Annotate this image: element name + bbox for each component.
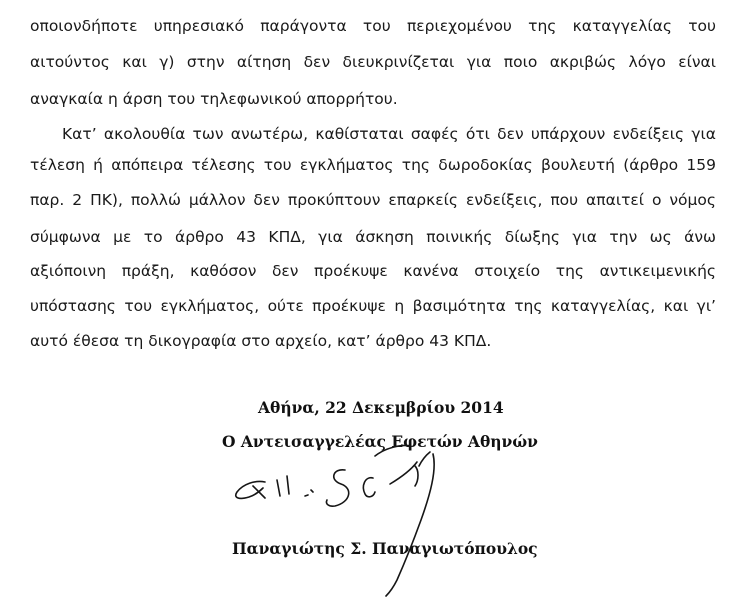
signatory-name: Παναγιώτης Σ. Παναγιωτόπουλος	[232, 539, 538, 558]
place-date: Αθήνα, 22 Δεκεμβρίου 2014	[258, 398, 504, 417]
paragraph-line: τέλεση ή απόπειρα τέλεσης του εγκλήματος της δωροδοκίας βουλευτή (άρθρο 159	[30, 156, 716, 174]
paragraph-line: αξιόποινη πράξη, καθόσον δεν προέκυψε κανένα στοιχείο της αντικειμενικής	[30, 262, 716, 280]
paragraph-line: παρ. 2 ΠΚ), πολλώ μάλλον δεν προκύπτουν επαρκείς ενδείξεις, που απαιτεί ο νόμος	[30, 191, 716, 209]
handwritten-signature	[225, 440, 525, 600]
signatory-title: Ο Αντεισαγγελέας Εφετών Αθηνών	[222, 432, 538, 451]
paragraph-line: Κατ’ ακολουθία των ανωτέρω, καθίσταται σαφές ότι δεν υπάρχουν ενδείξεις για	[62, 125, 716, 143]
paragraph-line: αυτό έθεσα τη δικογραφία στο αρχείο, κατ’ άρθρο 43 ΚΠΔ.	[30, 332, 492, 350]
paragraph-line: οποιονδήποτε υπηρεσιακό παράγοντα του περιεχομένου της καταγγελίας του	[30, 17, 716, 35]
paragraph-line: υπόστασης του εγκλήματος, ούτε προέκυψε η βασιμότητα της καταγγελίας, και γι’	[30, 297, 716, 315]
paragraph-line: σύμφωνα με το άρθρο 43 ΚΠΔ, για άσκηση ποινικής δίωξης για την ως άνω	[30, 228, 716, 246]
paragraph-line: αναγκαία η άρση του τηλεφωνικού απορρήτου.	[30, 90, 398, 108]
paragraph-line: αιτούντος και γ) στην αίτηση δεν διευκρινίζεται για ποιο ακριβώς λόγο είναι	[30, 53, 716, 71]
